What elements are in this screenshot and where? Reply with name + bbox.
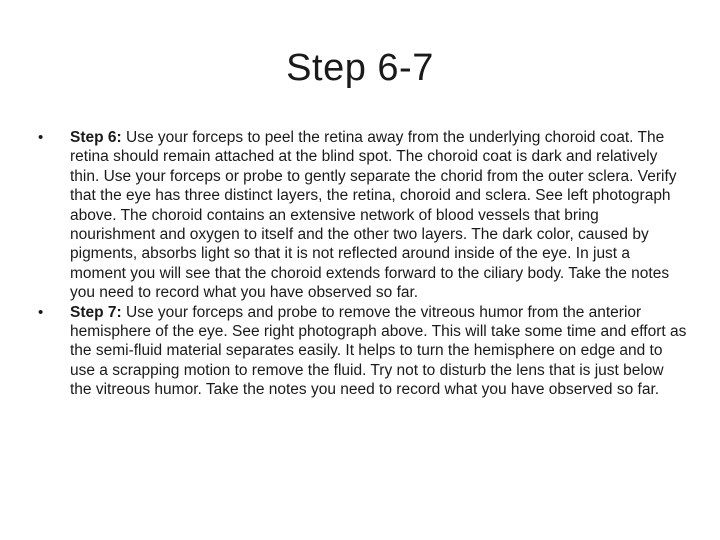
bullet-item-step-6 — [38, 128, 688, 303]
step-label: Step 6: — [70, 129, 122, 146]
step-label: Step 7: — [70, 303, 122, 321]
bullet-marker: • — [38, 129, 44, 146]
step-text: Use your forceps to peel the retina away from the underlying choroid coat. The retina should remain attached at the blind spot. The choroid coat is dark and relatively thin. Use your forceps or probe to gently separate the chorid from the outer sclera. Verify that the eye has three distinct layers, the retina, choroid and sclera. See left photograph above. The choroid contains an extensive network of blood vessels that bring nourishment and oxygen to itself and the other two layers. The dark color, caused by pigments, absorbs light so that it is not reflected around inside of the eye. In just a moment you will see that the choroid extends forward to the ciliary body. Take the notes you need to record what you have observed so far. — [70, 129, 677, 302]
bullet-marker: • — [38, 303, 44, 321]
bullet-item-step-7 — [38, 303, 688, 400]
step-text: Use your forceps and probe to remove the vitreous humor from the anterior hemisphere of the eye. See right photograph above. This will take some time and effort as the semi-fluid material separates easily. It helps to turn the hemisphere on edge and to use a scrapping motion to remove the fluid. Try not to disturb the lens that is just below the vitreous humor. Take the notes you need to record what you have observed so far. — [70, 303, 687, 399]
slide-title: Step 6-7 — [286, 47, 434, 89]
bullet-list — [38, 128, 688, 400]
